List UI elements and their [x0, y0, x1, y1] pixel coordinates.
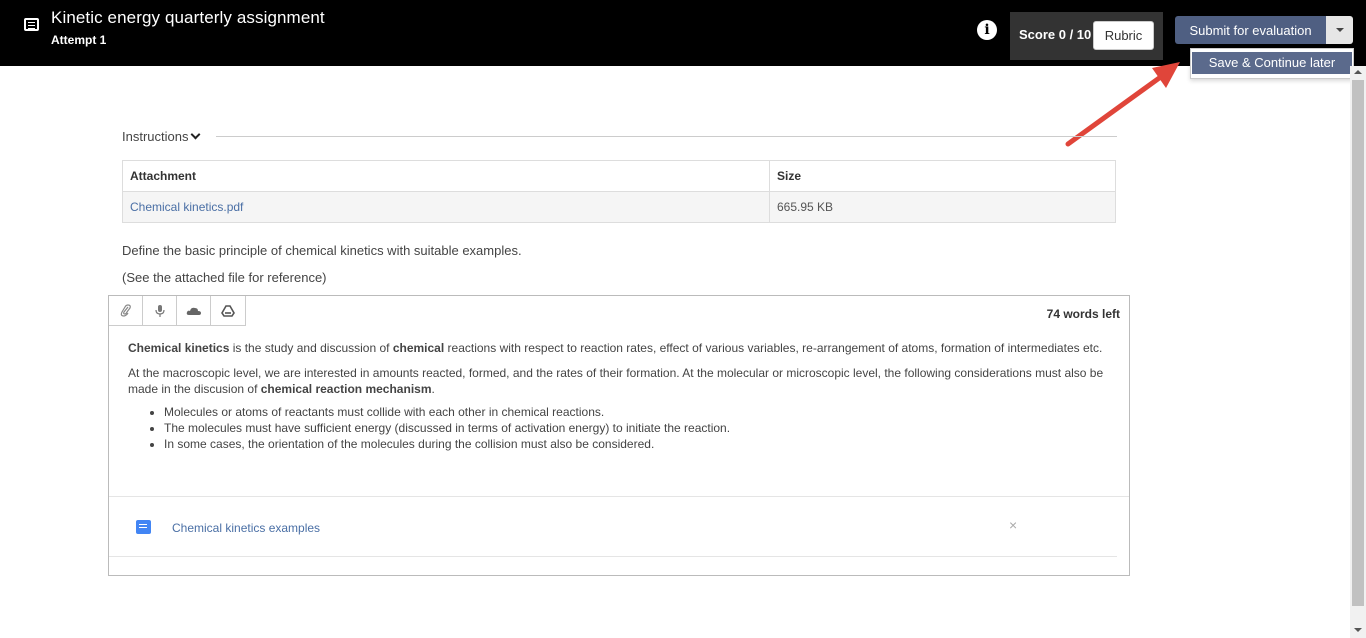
list-item: • The molecules must have sufficient energy (discussed in terms of activation energy) to initiate the reaction.: [164, 420, 1123, 436]
question-note: (See the attached file for reference): [122, 270, 327, 285]
submit-dropdown-menu: [1190, 48, 1354, 79]
text-span: At the macroscopic level, we are interested in amounts reacted, formed, and the rates of their formation. At the molecular or microscopic level, the following considerations must also be made in the discusion of: [128, 366, 1104, 396]
onedrive-icon[interactable]: [177, 296, 211, 326]
google-drive-icon[interactable]: [211, 296, 245, 326]
editor-toolbar: [109, 296, 246, 326]
answer-paragraph-2: [128, 365, 1123, 397]
scroll-thumb[interactable]: [1352, 80, 1364, 606]
answer-editor[interactable]: [108, 295, 1130, 576]
paperclip-icon[interactable]: [109, 296, 143, 326]
annotation-arrow-icon: [1060, 56, 1190, 152]
submit-for-evaluation-button[interactable]: Submit for evaluation: [1175, 16, 1326, 44]
words-left-counter: 74 words left: [1046, 307, 1120, 321]
table-header-row: [123, 161, 1116, 192]
attempt-label: Attempt 1: [51, 33, 107, 47]
size-column-header: Size: [770, 161, 1116, 192]
question-text: Define the basic principle of chemical kinetics with suitable examples.: [122, 243, 522, 258]
instructions-divider: [216, 136, 1117, 137]
size-cell: 665.95 KB: [770, 192, 1116, 223]
table-row: [123, 192, 1116, 223]
chevron-down-icon: [191, 130, 201, 140]
instructions-label: Instructions: [122, 129, 189, 144]
page-scrollbar[interactable]: [1350, 66, 1366, 638]
bold-text: chemical: [392, 341, 445, 355]
microphone-icon[interactable]: [143, 296, 177, 326]
attachment-file-link[interactable]: Chemical kinetics.pdf: [130, 200, 244, 214]
bold-text: chemical reaction mechanism: [260, 382, 432, 396]
answer-paragraph-1: [128, 340, 1123, 356]
scroll-down-arrow-icon[interactable]: [1354, 628, 1362, 632]
save-continue-later-item[interactable]: Save & Continue later: [1192, 52, 1352, 74]
scroll-up-arrow-icon[interactable]: [1354, 70, 1362, 74]
attachment-cell: [123, 192, 770, 223]
attachment-bottom-divider: [109, 556, 1117, 557]
submit-dropdown-caret-icon[interactable]: [1326, 16, 1353, 44]
bold-text: Chemical kinetics: [128, 341, 230, 355]
attached-doc-link[interactable]: Chemical kinetics examples: [172, 521, 321, 535]
text-span: is the study and discussion of: [229, 341, 393, 355]
list-item: • Molecules or atoms of reactants must collide with each other in chemical reactions.: [164, 404, 1123, 420]
answer-bullet-list: [164, 404, 1123, 452]
assignment-doc-icon: [24, 18, 39, 31]
attachments-table: [122, 160, 1116, 223]
score-panel: [1010, 12, 1163, 60]
instructions-toggle[interactable]: [122, 129, 199, 144]
google-doc-icon: [136, 520, 151, 534]
attachment-column-header: Attachment: [123, 161, 770, 192]
attachment-divider: [109, 496, 1129, 497]
rubric-button[interactable]: Rubric: [1093, 21, 1154, 50]
text-span: .: [431, 382, 435, 396]
info-icon[interactable]: i: [977, 20, 997, 40]
text-span: reactions with respect to reaction rates, effect of various variables, re-arrangement of atoms, formation of intermediates etc.: [444, 341, 1103, 355]
list-item: • In some cases, the orientation of the molecules during the collision must also be considered.: [164, 436, 1123, 452]
editor-content[interactable]: [128, 340, 1123, 452]
score-text: Score 0 / 10: [1019, 27, 1092, 42]
assignment-title: Kinetic energy quarterly assignment: [51, 8, 325, 27]
remove-attachment-close-icon[interactable]: ×: [1009, 517, 1018, 533]
